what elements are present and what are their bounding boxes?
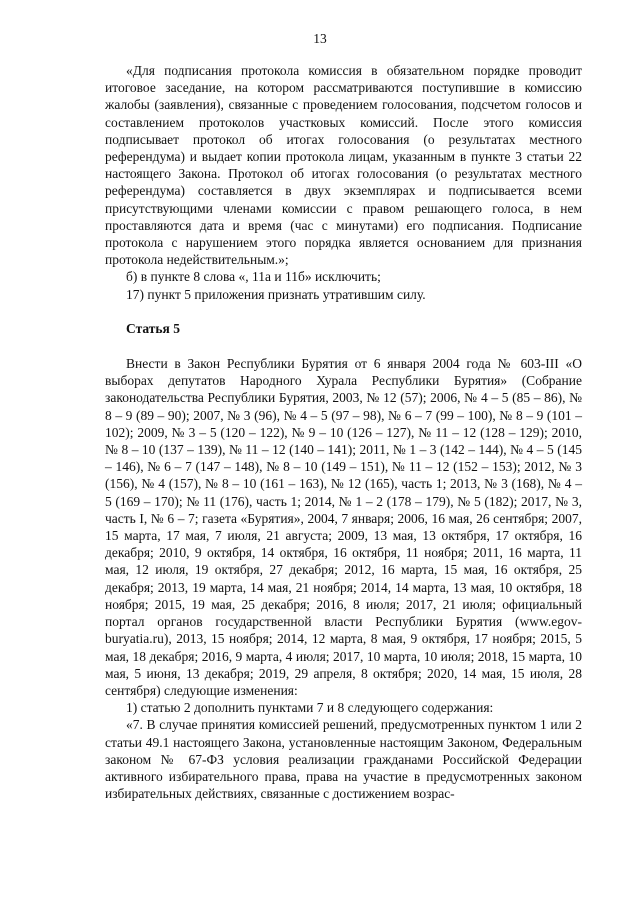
paragraph-amendment-intro: Внести в Закон Республики Бурятия от 6 января 2004 года № 603-III «О выборах депутатов Народного Хурала Республики Бурятия» (Собрание законодательства Республики Бурятия, 2003, № 12 (57); 2006, № 4 – 5 (85 – 86), № 8 – 9 (89 – 90); 2007, № 3 (96), № 4 – 5 (97 – 98), № 6 – 7 (99 – 100), № 8 – 9 (101 – 102); 2009, № 3 – 5 (120 – 122), № 9 – 10 (126 – 127), № 11 – 12 (128 – 129); 2010, № 8 – 10 (137 – 139), № 11 – 12 (140 – 141); 2011, № 1 – 3 (142 – 144), № 4 – 5 (145 – 146), № 6 – 7 (147 – 148), № 8 – 10 (149 – 151), № 11 – 12 (152 – 153); 2012, № 3 (156), № 4 (157), № 8 – 10 (161 – 163), № 12 (165), часть 1; 2013, № 3 (168), № 4 – 5 (169 – 170); № 11 (176), часть 1; 2014, № 1 – 2 (178 – 179), № 5 (182); 2017, № 3, часть I, № 6 – 7; газета «Бурятия», 2004, 7 января; 2006, 16 мая, 26 сентября; 2007, 15 марта, 17 мая, 7 июля, 21 августа; 2009, 13 мая, 13 октября, 17 октября, 16 декабря; 2010, 9 октября, 14 октября, 16 октября, 11 ноября; 2011, 16 марта, 11 мая, 12 июля, 19 октября, 27 декабря; 2012, 16 марта, 15 мая, 16 октября, 25 декабря; 2013, 19 марта, 14 мая, 21 ноября; 2014, 14 марта, 13 мая, 10 октября, 18 ноября; 2015, 19 мая, 25 декабря; 2016, 8 июля; 2017, 21 июля; официальный портал органов государственной власти Республики Бурятия (www.egov-buryatia.ru), 2013, 15 ноября; 2014, 12 марта, 8 мая, 9 октября, 17 ноября; 2015, 5 мая, 18 декабря; 2016, 9 марта, 4 июля; 2017, 10 марта, 10 июля; 2018, 15 марта, 10 мая, 5 июня, 13 декабря; 2019, 29 апреля, 8 октября; 2020, 14 мая, 15 июля, 28 сентября) следующие изменения:: [105, 356, 582, 698]
article-heading: Статья 5: [126, 320, 180, 336]
paragraph-item-1: 1) статью 2 дополнить пунктами 7 и 8 следующего содержания:: [126, 700, 494, 716]
document-body: [105, 62, 582, 802]
paragraph-protocol-signing: «Для подписания протокола комиссия в обязательном порядке проводит итоговое заседание, на котором рассматриваются поступившие в комиссию жалобы (заявления), связанные с проведением голосования, подсчетом голосов и составлением протоколов участковых комиссий. После этого комиссия подписывает протокол об итогах голосования (о результатах местного референдума) и выдает копии протокола лицам, указанным в пункте 3 статьи 22 настоящего Закона. Протокол об итогах голосования (о результатах местного референдума) составляется в двух экземплярах и подписывается всеми присутствующими членами комиссии с правом решающего голоса, в нем проставляются дата и время (час с минутами) его подписания. Подписание протокола с нарушением этого порядка является основанием для признания протокола недействительным.»;: [105, 63, 582, 268]
paragraph-item-b: б) в пункте 8 слова «, 11а и 11б» исключить;: [126, 269, 381, 285]
paragraph-item-17: 17) пункт 5 приложения признать утратившим силу.: [126, 286, 426, 302]
paragraph-point-7: «7. В случае принятия комиссией решений, предусмотренных пунктом 1 или 2 статьи 49.1 настоящего Закона, установленные настоящим Законом, Федеральным законом № 67-ФЗ условия реализации гражданами Российской Федерации активного избирательного права, права на участие в предусмотренных законом избирательных действиях, связанные с достижением возрас-: [105, 717, 582, 802]
page-number: 13: [313, 31, 327, 46]
